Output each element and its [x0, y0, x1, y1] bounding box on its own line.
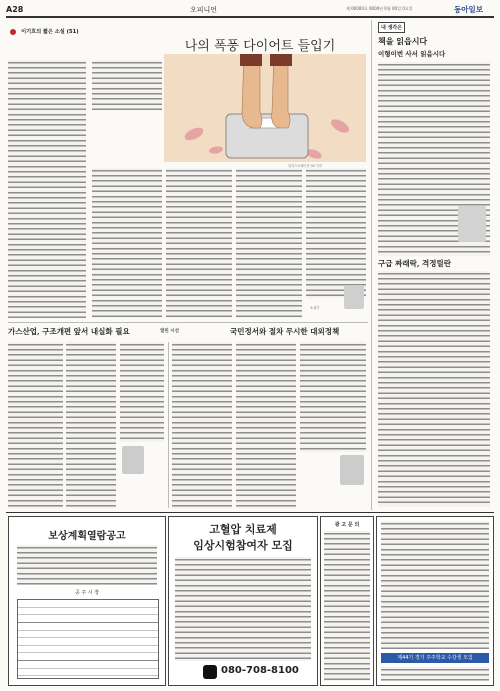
column-body-3 [92, 168, 162, 318]
scale-feet-illustration [164, 54, 366, 162]
school-ad [376, 516, 494, 686]
sidebar-sub-headline: 구급 짜래락, 격정릴란 [378, 259, 452, 268]
column-tag [10, 21, 100, 35]
masthead-rule [6, 16, 494, 18]
recruit-ad-title-1: 고혈압 치료제 [209, 523, 277, 536]
sidebar-headline: 책을 읽읍시다 [378, 36, 428, 46]
article-right-headline: 국민정서와 절차 무시한 대외정책 [230, 327, 340, 336]
column-illustration [164, 54, 366, 162]
column-headline: 나의 폭풍 다이어트 들입기 [184, 39, 336, 54]
mid-rule [8, 322, 368, 323]
recruit-ad-title-2: 임상시험참여자 모집 [193, 539, 293, 552]
article-left-body-3 [120, 342, 164, 442]
page-number: A28 [6, 5, 24, 14]
article-left-portrait [122, 446, 144, 474]
author-title: 소설가 [310, 306, 320, 310]
article-right-body-1 [172, 342, 232, 508]
column-body-4 [166, 168, 232, 318]
notice-ad-signature: 공 주 시 장 [74, 590, 100, 596]
section-name: 오피니언 [190, 6, 218, 14]
sidebar-tag: 내 생각은 [378, 22, 405, 33]
notice-ad-table [17, 599, 159, 679]
notice-ad-text [17, 545, 157, 585]
recruit-ad-text [175, 557, 311, 661]
sidebar-portrait [458, 206, 486, 242]
column-body-1 [8, 60, 86, 318]
masthead [6, 4, 494, 16]
notice-ad-title: 보상계획열람공고 [48, 531, 126, 542]
article-left-body-1 [8, 342, 63, 508]
article-right-portrait [340, 455, 364, 485]
recruit-ad [168, 516, 318, 686]
illustration-caption: 일러스트레이션 00 기자 [288, 164, 322, 168]
notice-ad [8, 516, 166, 686]
phone-icon [203, 665, 217, 679]
column-body-6 [306, 168, 366, 298]
article-right-body-3 [300, 342, 366, 452]
sidebar-divider [371, 20, 372, 510]
article-left-tag: 열린 시선 [160, 329, 179, 334]
article-left-headline: 가스산업, 구조개편 앞서 내실화 필요 [8, 327, 130, 336]
classified-ad [320, 516, 374, 686]
ad-top-rule [6, 512, 494, 513]
sidebar-body-2 [378, 271, 490, 507]
author-portrait [344, 285, 364, 309]
classified-ad-title: 광 고 문 의 [334, 522, 360, 528]
issue-date: 제 00000호 0000년 0월 00일 0요일 [346, 6, 413, 11]
column-body-5 [236, 168, 302, 318]
article-divider [168, 342, 169, 508]
school-ad-banner: 제44기 경기 주주학교 수강생 모집 [381, 653, 489, 663]
paper-logo: 동아일보 [454, 5, 483, 14]
article-left-body-2 [66, 342, 116, 508]
classified-ad-text [324, 531, 370, 681]
article-right-body-2 [236, 342, 296, 508]
column-body-2 [92, 60, 162, 110]
school-ad-footer [381, 667, 489, 681]
school-ad-text [381, 521, 489, 649]
column-tag-icon [10, 29, 16, 35]
column-tag-label: 이기호의 짧은 소설 (51) [21, 29, 79, 35]
sidebar-byline: 이형이번 사서 읽음시다 [378, 50, 446, 58]
recruit-ad-phone: 080-708-8100 [221, 665, 299, 676]
